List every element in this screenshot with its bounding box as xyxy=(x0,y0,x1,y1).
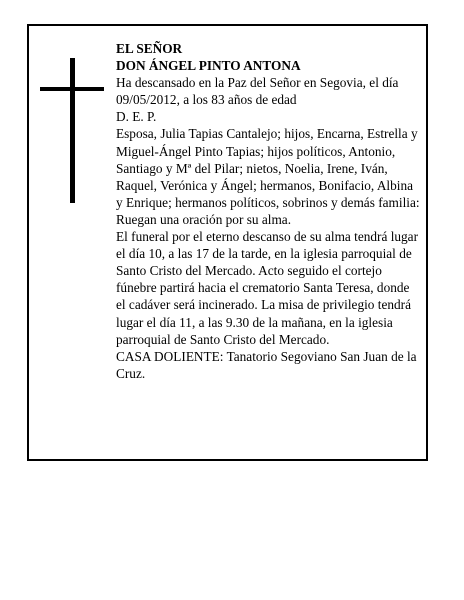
mourning-house: CASA DOLIENTE: Tanatorio Segoviano San Juan de la Cruz. xyxy=(116,348,417,381)
rip-line: D. E. P. xyxy=(116,109,157,125)
cross-horizontal-bar xyxy=(40,87,104,91)
death-statement: Ha descansado en la Paz del Señor en Segovia, el día 09/05/2012, a los 83 años de edad xyxy=(116,75,399,108)
obituary-notice xyxy=(27,24,428,461)
prayer-request: Ruegan una oración por su alma. xyxy=(116,211,292,227)
obituary-text xyxy=(116,40,422,382)
family-list: Esposa, Julia Tapias Cantalejo; hijos, Encarna, Estrella y Miguel-Ángel Pinto Tapias; hijos políticos, Antonio, Santiago y Mª del Pilar; nietos, Noelia, Irene, Iván, Raquel, Verónica y Ángel; hermanos, Bonifacio, Albina y Enrique; hermanos políticos, sobrinos y demás familia: xyxy=(116,126,420,210)
cross-vertical-bar xyxy=(70,58,75,203)
heading-title: EL SEÑOR xyxy=(116,41,183,56)
deceased-name: DON ÁNGEL PINTO ANTONA xyxy=(116,58,301,74)
funeral-details: El funeral por el eterno descanso de su alma tendrá lugar el día 10, a las 17 de la tarde, en la iglesia parroquial de Santo Cristo del Mercado. Acto seguido el cortejo fúnebre partirá hacia el crematorio Santa Teresa, donde el cadáver será incinerado. La misa de privilegio tendrá lugar el día 11, a las 9.30 de la mañana, en la iglesia parroquial de Santo Cristo del Mercado. xyxy=(116,229,419,347)
